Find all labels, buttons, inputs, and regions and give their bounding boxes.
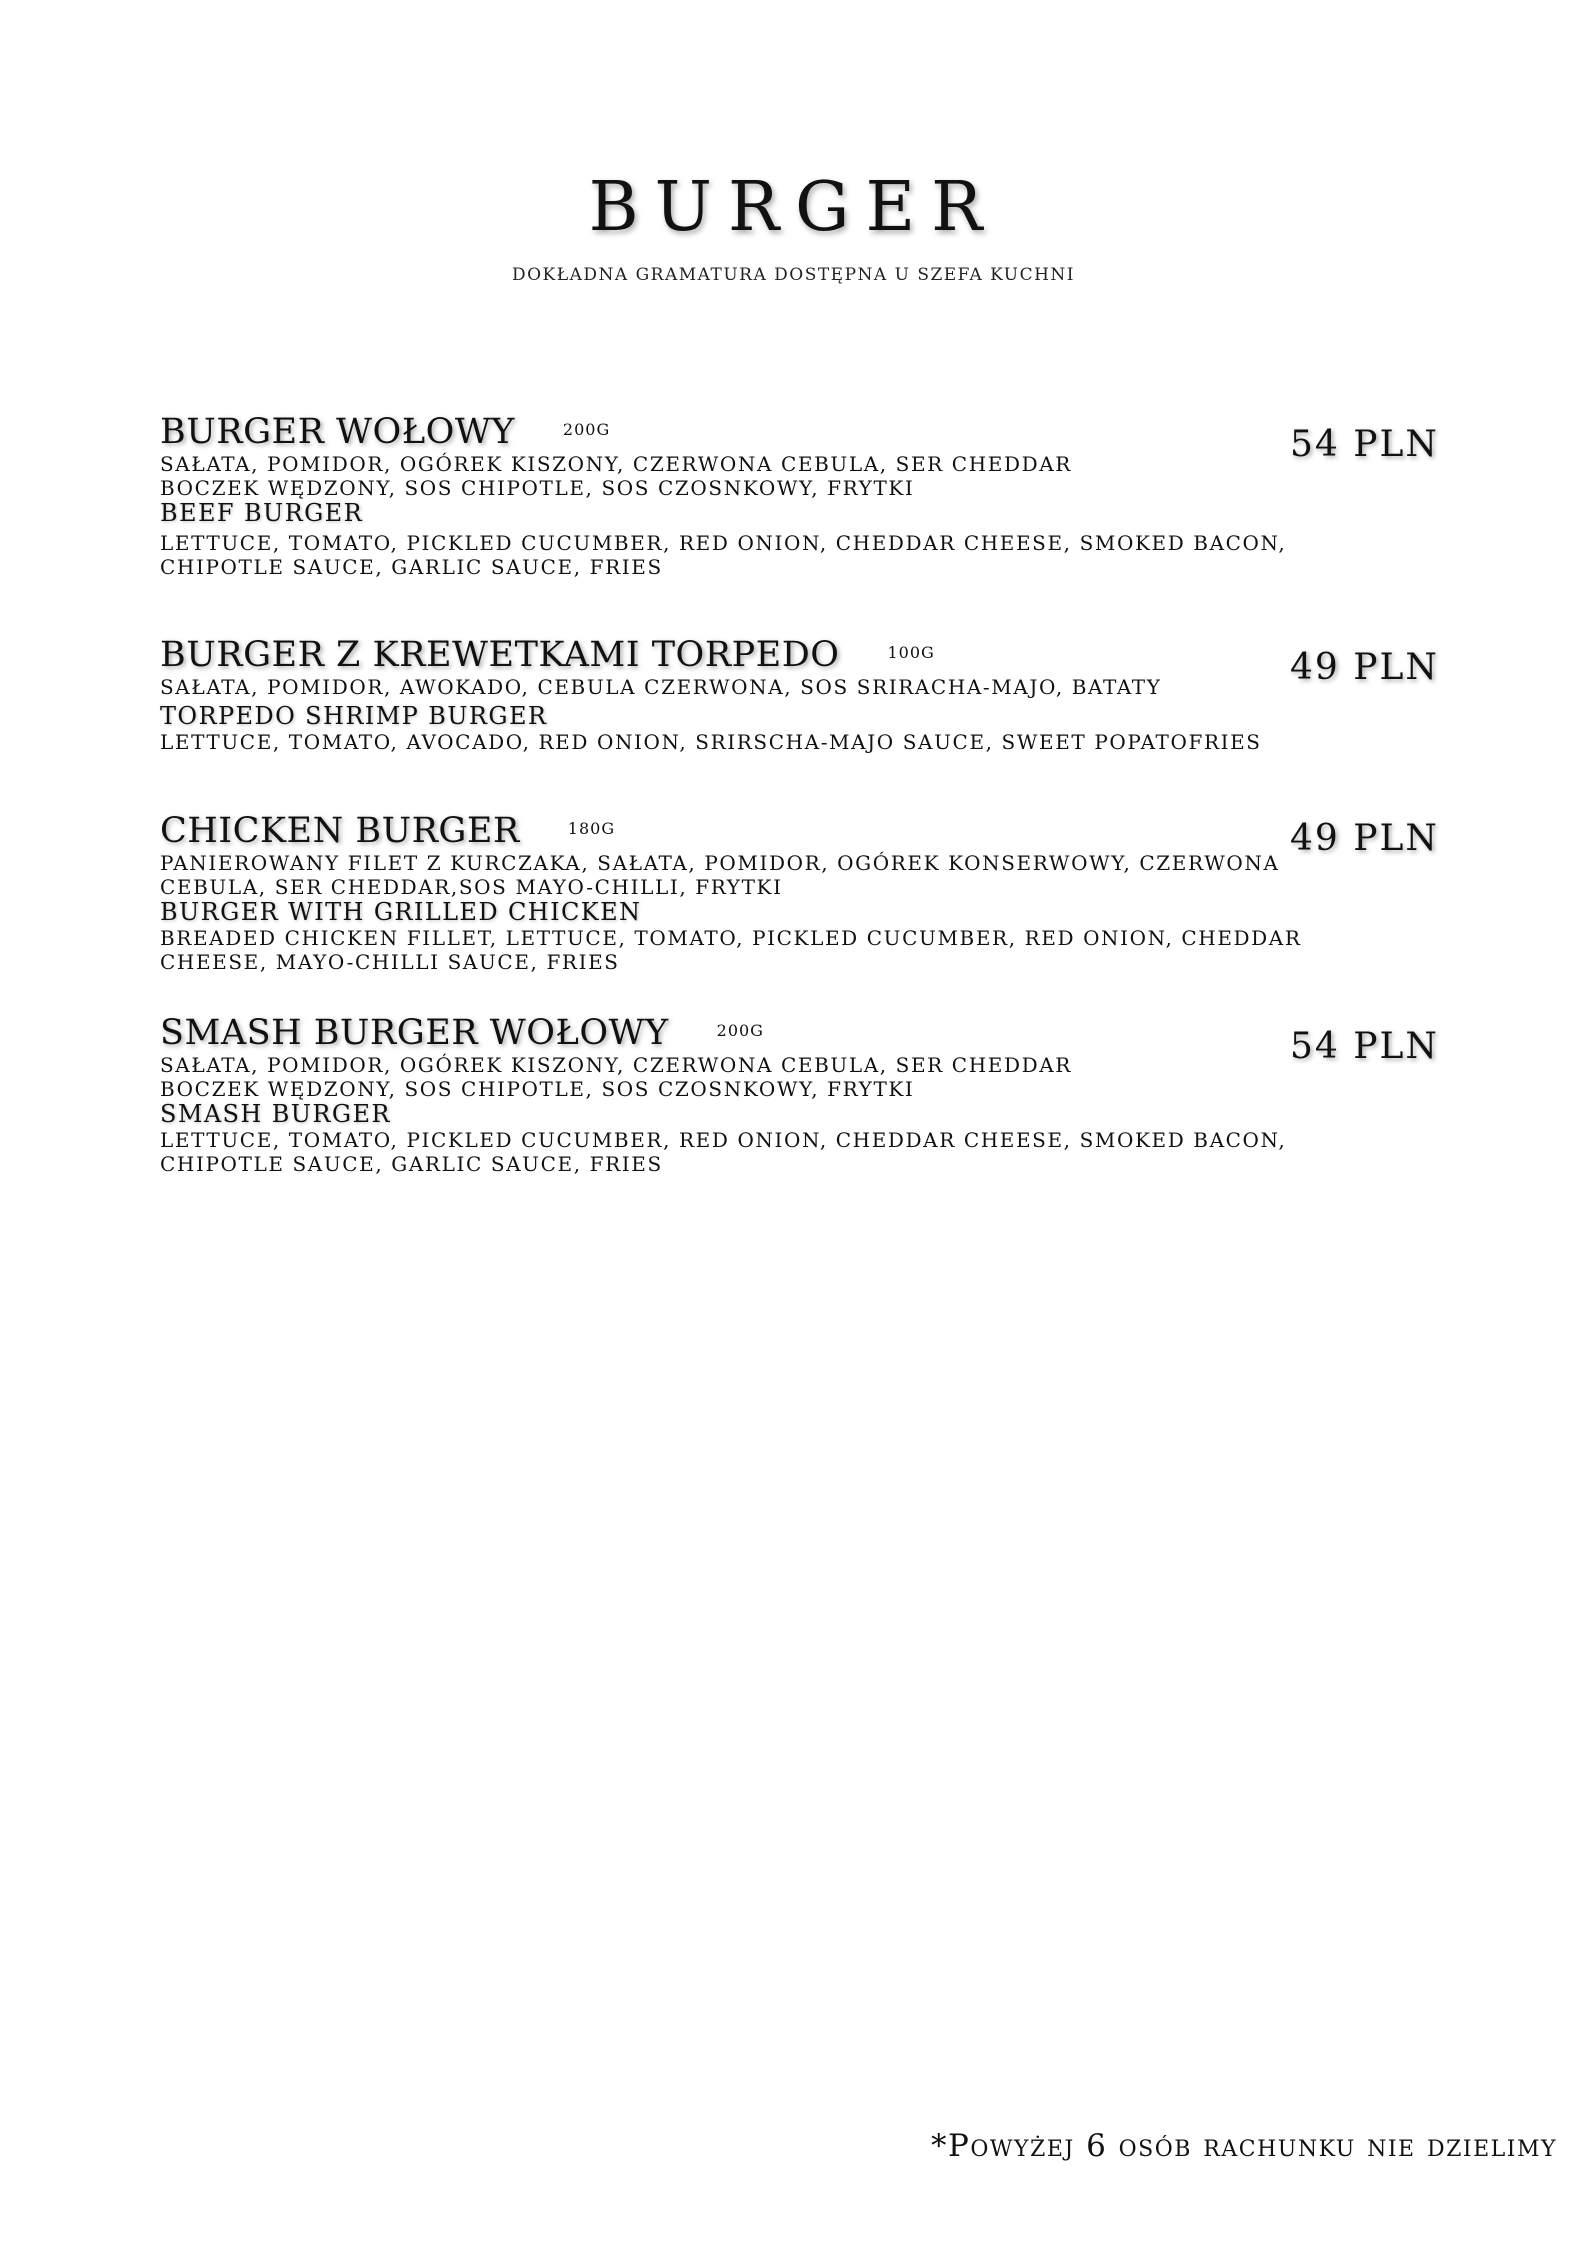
item-name: BURGER WOŁOWY bbox=[160, 412, 515, 452]
item-description-en: BREADED CHICKEN FILLET, LETTUCE, TOMATO, PICKLED CUCUMBER, RED ONION, CHEDDAR bbox=[160, 926, 1302, 950]
item-description-pl: BOCZEK WĘDZONY, SOS CHIPOTLE, SOS CZOSNKOWY, FRYTKI bbox=[160, 1077, 915, 1101]
menu-item-header bbox=[160, 1013, 1460, 1053]
item-description-en: CHIPOTLE SAUCE, GARLIC SAUCE, FRIES bbox=[160, 1152, 663, 1176]
item-price: 54 PLN bbox=[1290, 1026, 1439, 1067]
item-name: BURGER Z KREWETKAMI TORPEDO bbox=[160, 635, 840, 675]
menu-item bbox=[160, 412, 1460, 579]
item-weight: 180G bbox=[567, 819, 616, 838]
item-name: CHICKEN BURGER bbox=[160, 811, 520, 851]
menu-item bbox=[160, 1013, 1460, 1176]
item-description-pl: SAŁATA, POMIDOR, OGÓREK KISZONY, CZERWONA CEBULA, SER CHEDDAR bbox=[160, 452, 1072, 476]
item-description-en: CHEESE, MAYO-CHILLI SAUCE, FRIES bbox=[160, 950, 620, 974]
item-name-en: BURGER WITH GRILLED CHICKEN bbox=[160, 898, 642, 926]
item-description-pl: SAŁATA, POMIDOR, OGÓREK KISZONY, CZERWONA CEBULA, SER CHEDDAR bbox=[160, 1053, 1072, 1077]
item-description-en: LETTUCE, TOMATO, PICKLED CUCUMBER, RED ONION, CHEDDAR CHEESE, SMOKED BACON, bbox=[160, 531, 1287, 555]
item-name-en: SMASH BURGER bbox=[160, 1100, 391, 1128]
menu-title: BURGER bbox=[588, 168, 999, 247]
menu-subtitle: DOKŁADNA GRAMATURA DOSTĘPNA U SZEFA KUCHNI bbox=[511, 265, 1076, 285]
item-description-pl: CEBULA, SER CHEDDAR,SOS MAYO-CHILLI, FRYTKI bbox=[160, 875, 783, 899]
menu-item bbox=[160, 635, 1460, 754]
menu-item-header bbox=[160, 412, 1460, 452]
item-weight: 100G bbox=[887, 643, 935, 662]
item-weight: 200G bbox=[716, 1021, 764, 1040]
item-description-en: LETTUCE, TOMATO, PICKLED CUCUMBER, RED ONION, CHEDDAR CHEESE, SMOKED BACON, bbox=[160, 1128, 1287, 1152]
item-name-en: BEEF BURGER bbox=[160, 499, 364, 527]
item-name-en: TORPEDO SHRIMP BURGER bbox=[160, 702, 548, 730]
menu-item-header bbox=[160, 811, 1460, 851]
item-description-en: CHIPOTLE SAUCE, GARLIC SAUCE, FRIES bbox=[160, 555, 663, 579]
item-name: SMASH BURGER WOŁOWY bbox=[160, 1013, 669, 1053]
item-description-pl: BOCZEK WĘDZONY, SOS CHIPOTLE, SOS CZOSNKOWY, FRYTKI bbox=[160, 476, 915, 500]
item-description-pl: PANIEROWANY FILET Z KURCZAKA, SAŁATA, POMIDOR, OGÓREK KONSERWOWY, CZERWONA bbox=[160, 851, 1280, 875]
item-price: 54 PLN bbox=[1290, 424, 1439, 465]
item-description-pl: SAŁATA, POMIDOR, AWOKADO, CEBULA CZERWONA, SOS SRIRACHA-MAJO, BATATY bbox=[160, 675, 1162, 699]
item-description-en: LETTUCE, TOMATO, AVOCADO, RED ONION, SRIRSCHA-MAJO SAUCE, SWEET POPATOFRIES bbox=[160, 730, 1262, 754]
item-price: 49 PLN bbox=[1290, 647, 1439, 688]
item-price: 49 PLN bbox=[1290, 818, 1439, 859]
footnote: *Powyżej 6 osób rachunku nie dzielimy bbox=[931, 2128, 1557, 2164]
menu-item bbox=[160, 811, 1460, 974]
menu-item-header bbox=[160, 635, 1460, 675]
item-weight: 200G bbox=[562, 420, 611, 439]
